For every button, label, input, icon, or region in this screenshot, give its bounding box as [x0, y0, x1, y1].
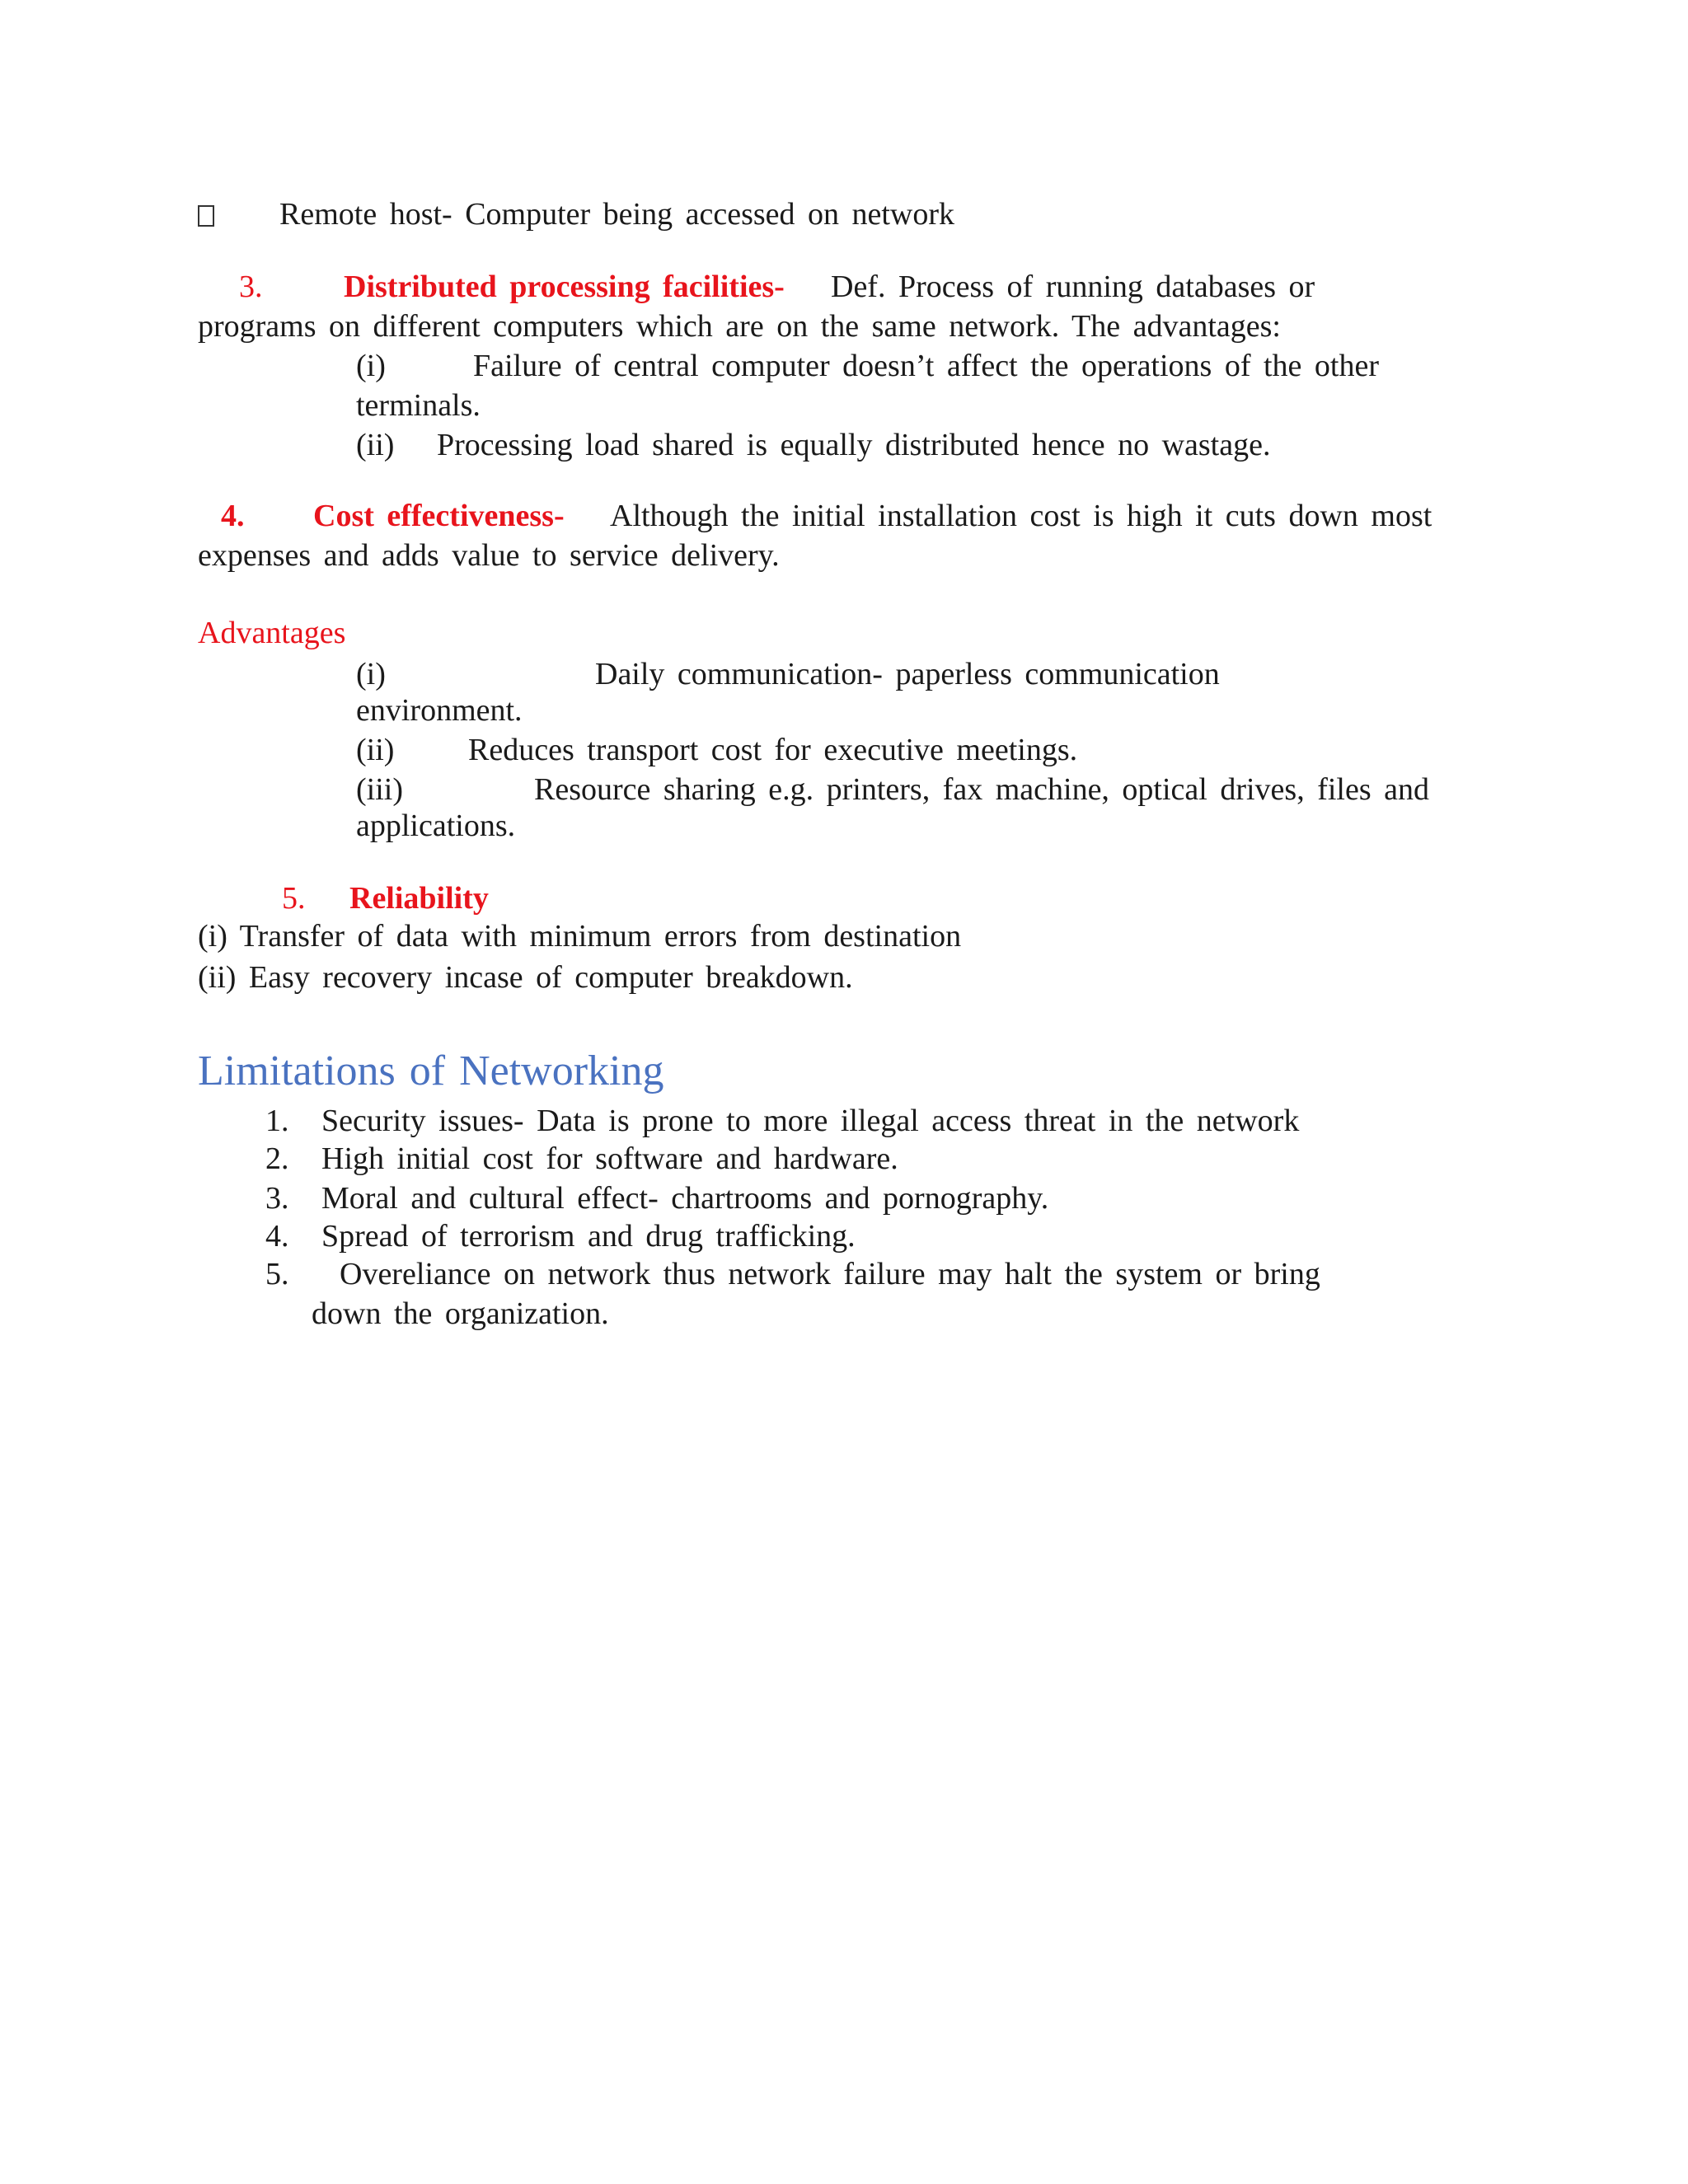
advantages-heading: Advantages	[198, 616, 346, 650]
adv-item2-line1: Reduces transport cost for executive meetings.	[468, 733, 1078, 767]
section5-item2: (ii) Easy recovery incase of computer breakdown.	[198, 960, 853, 995]
limitation-1-text: Security issues- Data is prone to more illegal access threat in the network	[321, 1104, 1300, 1138]
section4-number: 4.	[221, 499, 245, 533]
section3-item2-label: (ii)	[356, 428, 395, 462]
section3-item1-line1: Failure of central computer doesn’t affect the operations of the other	[473, 349, 1379, 383]
section3-line2: programs on different computers which are on the same network. The advantages:	[198, 309, 1281, 344]
section3-number: 3.	[239, 269, 263, 304]
section5-number: 5.	[282, 881, 306, 916]
limitation-5-number: 5.	[265, 1257, 289, 1291]
limitations-heading: Limitations of Networking	[198, 1047, 664, 1094]
remote-host-text: Remote host- Computer being accessed on network	[279, 197, 955, 232]
adv-item1-label: (i)	[356, 657, 386, 691]
adv-item1-line2: environment.	[356, 693, 523, 728]
limitation-3-number: 3.	[265, 1181, 289, 1216]
limitation-2-text: High initial cost for software and hardware.	[321, 1141, 898, 1176]
limitation-4-number: 4.	[265, 1219, 289, 1254]
section4-title: Cost effectiveness-	[313, 499, 565, 533]
adv-item3-line1: Resource sharing e.g. printers, fax machine, optical drives, files and	[534, 772, 1429, 807]
section3-item1-label: (i)	[356, 349, 386, 383]
limitation-1-number: 1.	[265, 1104, 289, 1138]
limitation-3-text: Moral and cultural effect- chartrooms and pornography.	[321, 1181, 1049, 1216]
section4-line2: expenses and adds value to service delivery.	[198, 538, 780, 573]
section3-item2-line1: Processing load shared is equally distributed hence no wastage.	[437, 428, 1271, 462]
missing-glyph-box-icon	[198, 205, 214, 227]
section3-title: Distributed processing facilities-	[344, 269, 785, 304]
adv-item2-label: (ii)	[356, 733, 395, 767]
limitation-4-text: Spread of terrorism and drug trafficking.	[321, 1219, 856, 1254]
limitation-5-text-cont: down the organization.	[312, 1296, 609, 1331]
limitation-2-number: 2.	[265, 1141, 289, 1176]
section3-item1-line2: terminals.	[356, 388, 481, 423]
adv-item3-label: (iii)	[356, 772, 403, 807]
section4-line1: Although the initial installation cost is high it cuts down most	[610, 499, 1432, 533]
adv-item1-line1: Daily communication- paperless communication	[595, 657, 1220, 691]
section3-line1: Def. Process of running databases or	[831, 269, 1315, 304]
limitation-5-text: Overeliance on network thus network failure may halt the system or bring	[340, 1257, 1320, 1291]
adv-item3-line2: applications.	[356, 808, 516, 843]
section5-title: Reliability	[349, 881, 489, 916]
section5-item1: (i) Transfer of data with minimum errors from destination	[198, 919, 962, 954]
remote-host-item	[198, 196, 954, 232]
